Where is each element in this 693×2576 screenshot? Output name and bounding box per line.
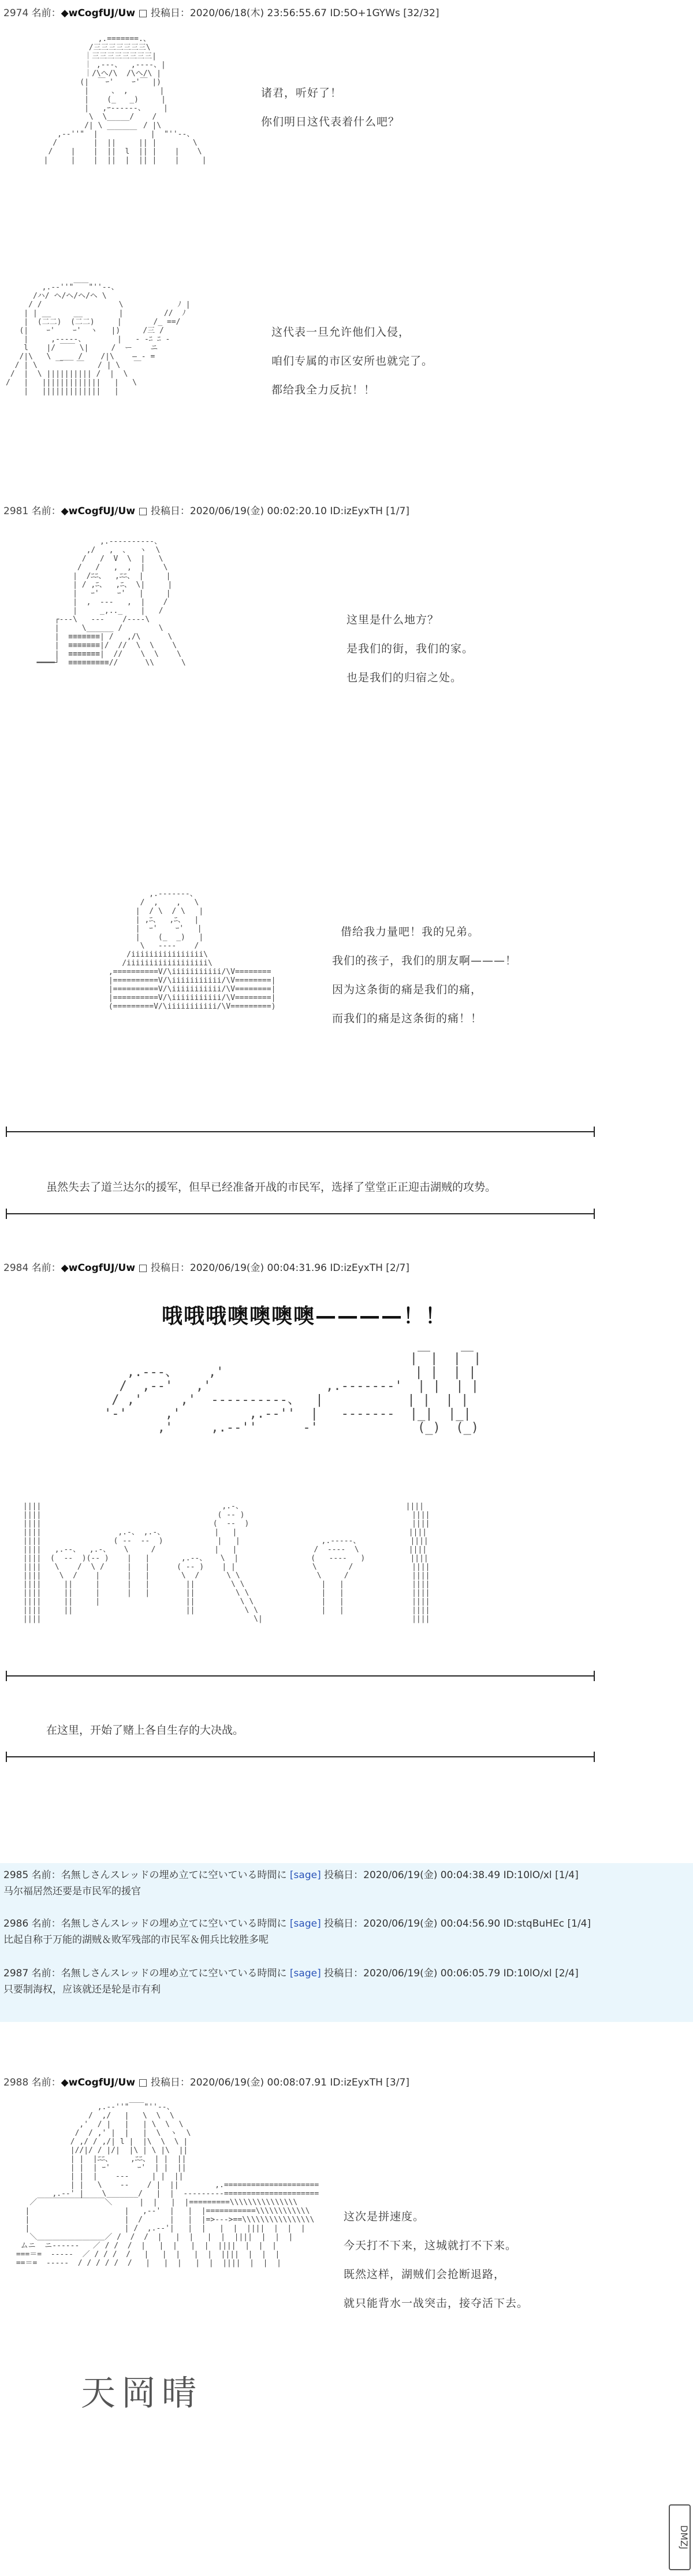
ascii-art-shouting-man: ,.-‐''"￣￣"''‐-、 /ハ/ ヘ/ヘ/ヘ/ヘ \ / / \ ﾉ | | | __ __ | // ﾉ | (二二) (二二) | /_ ==/ (| ｰ' ｰ' ヽ |) /三 / | ,-‐‐‐-、 | - ‐ﾆ ﾆ ‐ l |/ ￣￣ \| / ー ニ /|\ \ ___ / /|\ ― ‐ = / | \ ￣ ￣ / | \ ￣ / | \ |||||||||| / | \ / | ||||||||||||| | \ | ||||||||||||| | (6, 283, 191, 396)
post-date: 2020/06/18(木) 23:56:55.67 (189, 8, 327, 19)
reply-header (3, 1965, 579, 1979)
mail-icon: □ (138, 505, 148, 517)
date-label: 投稿日： (150, 8, 190, 19)
ascii-art-raised-fists: |||| ,.-、 |||| |||| ( ‐‐ ) |||| |||| ( ‐‐ ) |||| |||| ,.-、 ,.-、 | | |||| |||| ( ‐‐ ‐‐ ) | | ,.-‐‐‐‐、 |||| |||| ,.-‐、 ,.-、 \ / | | / ‐‐‐‐ \ |||| |||| ( ‐‐ )(‐‐ ) | | ,.-‐、 \ | ( ‐‐‐‐ ) |||| |||| \ / \ / | | ( ‐‐ ) | | \ / |||| |||| \ / | | | \ / \ \ \ / |||| |||| || | | | || \ \ | | |||| |||| || | | | || \ \ | | |||| |||| || | || \ \ | | |||| |||| || || \ \ | | |||| |||| \| |||| (23, 1502, 430, 1623)
mail-icon: □ (138, 2077, 148, 2088)
date-label: 投稿日： (150, 1262, 190, 1274)
battle-cry: 哦哦哦噢噢噢噢————！！ (162, 1304, 448, 1328)
ascii-art-sfx-text: |￣| |￣| ,.-‐‐、 ,' | | | | / ,-‐' ,' ,.-‐‐‐‐‐‐' | | | | / ,' ,' ‐‐‐‐‐‐‐‐‐-、 | | | | | '‐' ,' ,.-‐'' | ‐‐‐‐‐‐‐ |_| |_| ,' ,.-‐'' ‐' (_) (_) (104, 1351, 482, 1435)
sage-tag[interactable]: [sage] (289, 1968, 321, 1979)
name-label: 名前： (31, 1262, 61, 1274)
reply-header (3, 1915, 591, 1930)
post-header (3, 1259, 409, 1274)
narration-divider (6, 1131, 595, 1132)
date-label: 投稿日： (150, 505, 190, 517)
dialogue-line: 咱们专属的市区安所也就完了。 (271, 355, 434, 367)
sage-tag[interactable]: [sage] (289, 1869, 321, 1881)
reply-author[interactable]: 名無しさんスレッドの埋め立てに空いている時間に (61, 1918, 287, 1930)
date-label: 投稿日： (324, 1968, 364, 1979)
dialogue-line: 而我们的痛是这条街的痛！！ (332, 1012, 483, 1025)
dialogue-line: 借给我力量吧！我的兄弟。 (341, 925, 480, 938)
post-number: 2974 (3, 8, 29, 19)
dialogue-line: 诸君，听好了！ (261, 87, 342, 99)
ascii-art-speaker: ,.-‐‐‐‐‐‐‐‐-、 ,/ , 、 ヽ \ / / V \ | \ / / , , | \ | /ﾆﾆ、 ,ﾆﾆ、 | | | / ,ﾆ、 ,ﾆ、 \| | | ｰ' ｰ' | | | , ‐‐‐ , | / | _,.._ | / ┌‐‐‐\ ‐‐‐ /‐‐‐‐\ | \______ / \ | ≡≡≡≡≡≡≡| / ,/\ \ | ≡≡≡≡≡≡≡|/ // \ \ \ | ≡≡≡≡≡≡≡| // \ \ \ ━━━━┘ ≡≡≡≡≡≡≡≡≡// \\ \ (36, 537, 186, 667)
reply-count: [1/4] (567, 1918, 591, 1930)
reply-block (0, 1863, 693, 2022)
narration-divider-tick (6, 1752, 7, 1762)
ascii-art-strategist: ,.-‐''"￣￣"''‐-、 / ,/ | \ \ \ ,' / | | | \ \ \ / / ,' | | | \ ヽ \ / ,/ / ,/| l | |\ \ \ | |//|/ / |/| |\ | \ |\ || | | |ﾆﾆ、 ,ﾆﾆ、 | | || | | | ｰ' ｰ' | | || | | | ‐‐‐ | | || | | \ ‐‐ / | || ,.===================== ,.-‐' | \_______/ | | ‐‐‐‐‐‐‐‐‐===================== ／￣￣￣￣￣￣￣￣￣＼ | | | |=========\\\\\\\\\\\\\\\ | | ,-‐' | | |===========\\\\\\\\\\\\ | | / | | |=>--->==\\\\\\\\\\\\\\\\ | | / ,.-‐'| | | | | |||| | | | ＼＿＿＿＿＿＿＿＿＿／ / / / | | | | | |||| | | | ムニ ニ‐‐‐‐‐‐ ／ / / / | | | | | |||| | | | ===＝= ‐‐‐‐‐ ／ / / / / | | | | | |||| | | | ==＝= ‐‐‐‐‐ / / / / / / | | | | | |||| | | | (16, 2103, 319, 2268)
dialogue-line: 今天打不下来，这城就打不下来。 (344, 2239, 517, 2252)
sign-text: 天岡晴 (81, 2373, 202, 2414)
post-date: 2020/06/19(金) 00:08:07.91 (189, 2077, 327, 2088)
reply-count: [1/4] (555, 1869, 579, 1881)
post-header (3, 2074, 409, 2088)
dialogue-line: 都给我全力反抗！！ (271, 384, 376, 396)
mail-icon: □ (138, 8, 148, 19)
date-label: 投稿日： (150, 2077, 190, 2088)
post-count: [1/7] (386, 505, 409, 517)
poster-id[interactable]: ID:izEyxTH (330, 2077, 383, 2088)
post-count: [3/7] (386, 2077, 409, 2088)
poster-name[interactable]: ◆wCogfUJ/Uw (61, 2077, 136, 2088)
reply-date: 2020/06/19(金) 00:04:56.90 (363, 1918, 501, 1930)
name-label: 名前： (31, 2077, 61, 2088)
name-label: 名前： (31, 1918, 61, 1930)
narration-divider-tick (6, 1127, 7, 1137)
dialogue-line: 既然这样，湖贼们会抢断退路， (344, 2268, 506, 2281)
dialogue-line: 也是我们的归宿之处。 (346, 671, 463, 684)
post-number: 2984 (3, 1262, 29, 1274)
post-date: 2020/06/19(金) 00:02:20.10 (189, 505, 327, 517)
name-label: 名前： (31, 1968, 61, 1979)
narration-divider-tick (6, 1671, 7, 1681)
narration-divider-tick (594, 1752, 595, 1762)
reply-number: 2985 (3, 1869, 29, 1881)
narration-divider (6, 1756, 595, 1757)
ascii-art-commander: ,.=======.、 /三三三三三三三\ ｜三三三三三三三三| ｜ ,---、 ,----、| ｜/\へ/\ /\へ/\ | (| ￣ｰ' ｰ'￣ |) | 、 , | | (_ _) | | ,ｰ------、 | \ \_____/ / /| \ / |\ ,-‐''" | ￣￣￣￣ | "''‐-、 / | || || | \ / | | || l || | | \ | | | || | || | | | (43, 35, 207, 165)
poster-name[interactable]: ◆wCogfUJ/Uw (61, 505, 136, 517)
dialogue-line: 是我们的街，我们的家。 (346, 642, 474, 655)
reply-author[interactable]: 名無しさんスレッドの埋め立てに空いている時間に (61, 1869, 287, 1881)
dialogue-line: 你们明日这代表着什么吧？ (261, 116, 400, 128)
post-number: 2981 (3, 505, 29, 517)
dialogue-line: 这里是什么地方？ (346, 614, 439, 626)
poster-id[interactable]: ID:izEyxTH (330, 505, 383, 517)
dialogue-line: 这代表一旦允许他们入侵， (271, 326, 411, 339)
post-count: [2/7] (386, 1262, 409, 1274)
reply-count: [2/4] (555, 1968, 579, 1979)
reply-header (3, 1867, 579, 1881)
dialogue-line: 就只能背水一战突击，接夺活下去。 (344, 2297, 529, 2310)
reply-body: 只要制海权，应该就还是轮是市有利 (3, 1984, 161, 1995)
dialogue-line: 因为这条街的痛是我们的痛， (332, 983, 483, 996)
reply-author[interactable]: 名無しさんスレッドの埋め立てに空いている時間に (61, 1968, 287, 1979)
reply-id[interactable]: ID:10lO/xl (503, 1968, 552, 1979)
reply-date: 2020/06/19(金) 00:06:05.79 (363, 1968, 501, 1979)
poster-name[interactable]: ◆wCogfUJ/Uw (61, 8, 136, 19)
mail-icon: □ (138, 1262, 148, 1274)
narration-divider (6, 1675, 595, 1677)
name-label: 名前： (31, 1869, 61, 1881)
dialogue-line: 我们的孩子，我们的朋友啊———！ (332, 954, 517, 967)
name-label: 名前： (31, 8, 61, 19)
narration-divider-tick (594, 1209, 595, 1219)
poster-id[interactable]: ID:izEyxTH (330, 1262, 383, 1274)
reply-date: 2020/06/19(金) 00:04:38.49 (363, 1869, 501, 1881)
post-date: 2020/06/19(金) 00:04:31.96 (189, 1262, 327, 1274)
post-count: [32/32] (403, 8, 439, 19)
reply-id[interactable]: ID:stqBuHEc (503, 1918, 565, 1930)
sage-tag[interactable]: [sage] (289, 1918, 321, 1930)
narration-text: 在这里，开始了赌上各自生存的大决战。 (46, 1724, 244, 1737)
narration-divider-tick (594, 1127, 595, 1137)
post-header (3, 503, 409, 517)
reply-body: 比起自称于万能的湖贼＆败军残部的市民军＆佣兵比较胜多呢 (3, 1934, 269, 1946)
narration-divider-tick (594, 1671, 595, 1681)
poster-id[interactable]: ID:5O+1GYWs (330, 8, 400, 19)
ascii-art-crowd-leader: ,.-‐‐‐‐‐-、 / , , \ | / \ / \ | | ,ﾆ、 ,ﾆ、 | | ｰ' ｰ' | | (_ _) | \ ‐‐‐‐ / /iiiiiiiiiiiiiiii\ /iiiiiiiiiiiiiiiiii\ ,==========V/\iiiiiiiiiii/\V======== |==========V/\iiiiiiiiiii/\V========| |==========V/\iiiiiiiiiii/\V========| |==========V/\iiiiiiiiiii/\V========| (=========V/\iiiiiiiiiii/\V=========) (108, 890, 276, 1011)
narration-divider (6, 1213, 595, 1214)
reply-number: 2986 (3, 1918, 29, 1930)
dialogue-line: 这次是拼速度。 (344, 2210, 425, 2223)
reply-number: 2987 (3, 1968, 29, 1979)
reply-body: 马尔福居然还要是市民军的援官 (3, 1886, 141, 1897)
date-label: 投稿日： (324, 1869, 364, 1881)
post-number: 2988 (3, 2077, 29, 2088)
name-label: 名前： (31, 505, 61, 517)
narration-divider-tick (6, 1209, 7, 1219)
narration-text: 虽然失去了道兰达尔的援军，但早已经准备开战的市民军，选择了堂堂正正迎击湖贼的攻势。 (46, 1181, 497, 1194)
watermark-badge: DMZJ (669, 2504, 691, 2570)
date-label: 投稿日： (324, 1918, 364, 1930)
reply-id[interactable]: ID:10lO/xl (503, 1869, 552, 1881)
post-header (3, 5, 439, 19)
poster-name[interactable]: ◆wCogfUJ/Uw (61, 1262, 136, 1274)
